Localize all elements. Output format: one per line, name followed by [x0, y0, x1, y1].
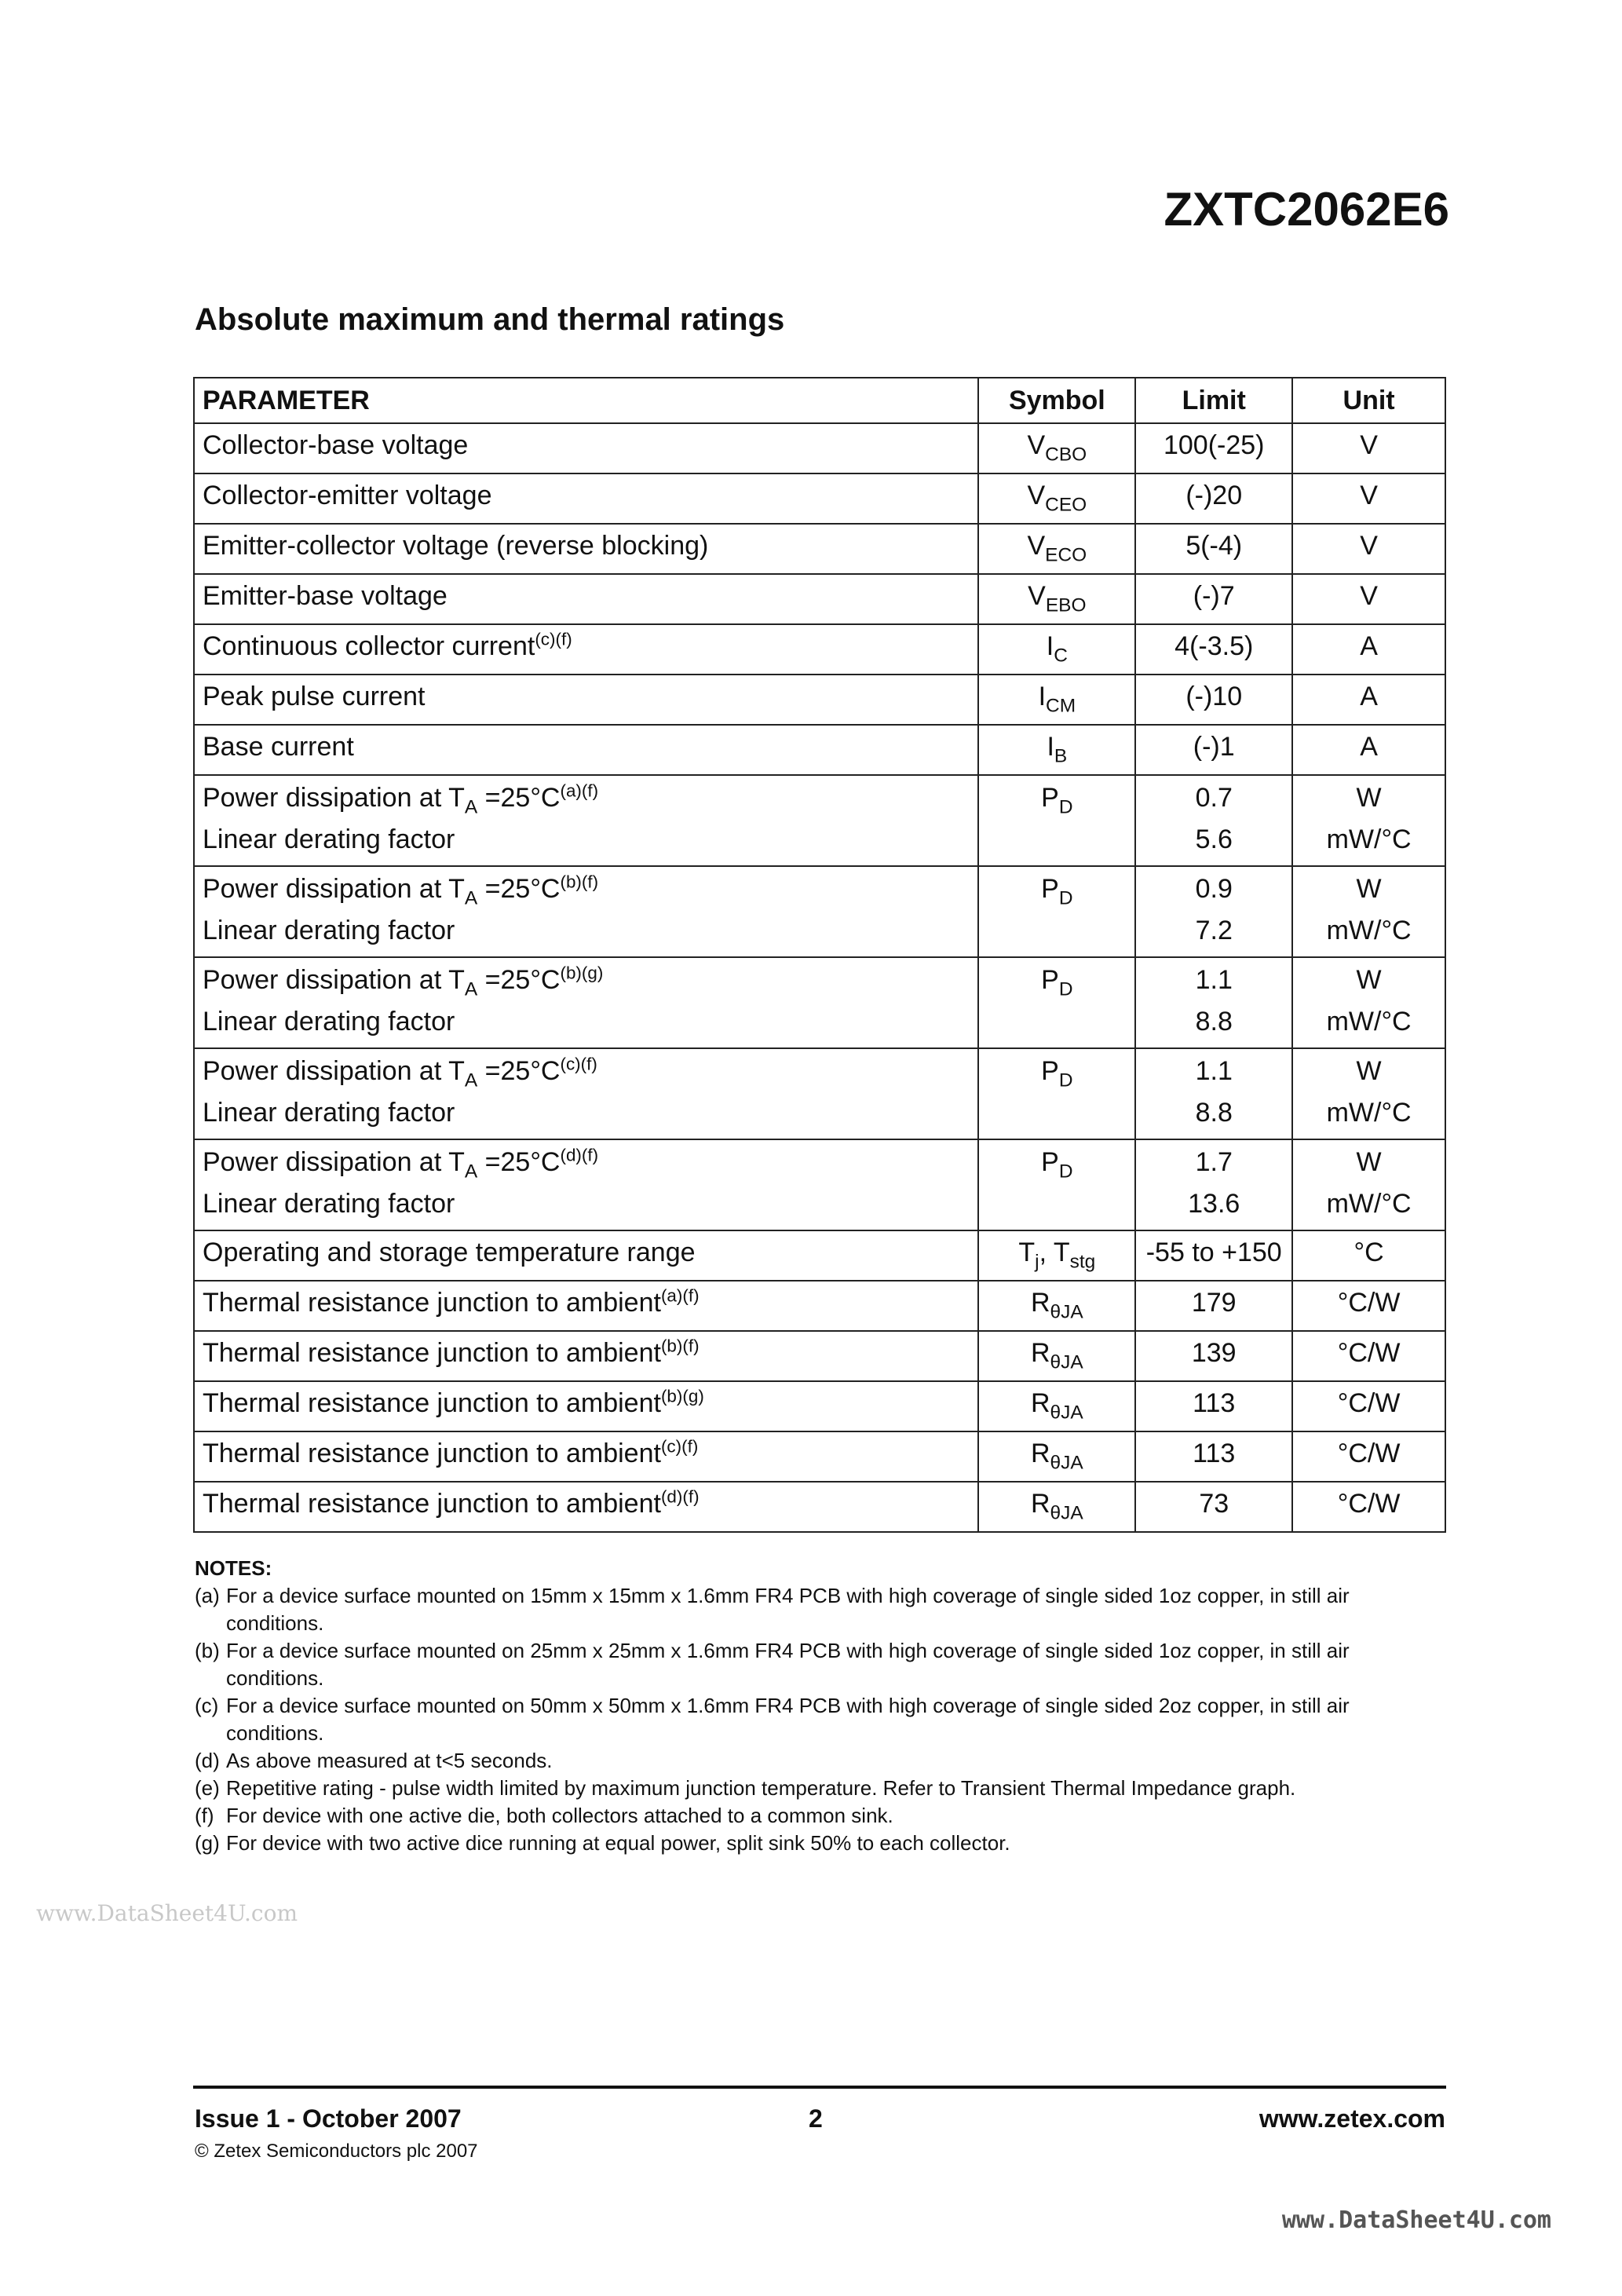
symbol-cell: $I_C$ — [978, 624, 1135, 675]
unit-cell: W mW/°C — [1292, 775, 1445, 866]
unit-cell: °C/W — [1292, 1281, 1445, 1331]
table-row — [194, 1139, 1445, 1230]
unit-cell: W mW/°C — [1292, 1048, 1445, 1139]
note-item: (e) Repetitive rating - pulse width limited by maximum junction temperature. Refer to Transient Thermal Impedance graph. — [195, 1776, 1296, 1800]
limit-cell: 73 — [1135, 1482, 1292, 1532]
limit-cell: (-)20 — [1135, 473, 1292, 524]
unit-cell: V — [1292, 473, 1445, 524]
notes-title: NOTES: — [195, 1556, 272, 1580]
symbol-cell: $P_D$ — [978, 1048, 1135, 1139]
symbol-cell: $P_D$ — [978, 1139, 1135, 1230]
parameter-cell: Power dissipation at $T_A =25^\circ C^{(b)(f)}$ Linear derating factor — [194, 866, 978, 957]
limit-cell: (-)7 — [1135, 574, 1292, 624]
unit-cell: °C — [1292, 1230, 1445, 1281]
unit-cell: W mW/°C — [1292, 957, 1445, 1048]
parameter-cell: Thermal resistance junction to ambient$^{(d)(f)}$ — [194, 1482, 978, 1532]
table-row — [194, 957, 1445, 1048]
parameter-cell: Thermal resistance junction to ambient$^{(a)(f)}$ — [194, 1281, 978, 1331]
table-row — [194, 1048, 1445, 1139]
limit-cell: 0.9 7.2 — [1135, 866, 1292, 957]
table-row — [194, 423, 1445, 473]
table-row — [194, 1331, 1445, 1381]
symbol-cell: $P_D$ — [978, 866, 1135, 957]
table-row — [194, 1482, 1445, 1532]
note-item: (d) As above measured at t<5 seconds. — [195, 1749, 553, 1772]
table-header-row — [194, 378, 1445, 423]
symbol-cell: $R_{\theta JA}$ — [978, 1331, 1135, 1381]
symbol-cell: $R_{\theta JA}$ — [978, 1281, 1135, 1331]
table-row — [194, 1381, 1445, 1431]
limit-cell: 5(-4) — [1135, 524, 1292, 574]
symbol-cell: $P_D$ — [978, 957, 1135, 1048]
note-item: (b) For a device surface mounted on 25mm x 25mm x 1.6mm FR4 PCB with high coverage of single sided 1oz copper, in still air conditions. — [195, 1639, 1350, 1690]
unit-cell: A — [1292, 725, 1445, 775]
unit-cell: W mW/°C — [1292, 1139, 1445, 1230]
parameter-cell: Power dissipation at $T_A =25^\circ C^{(a)(f)}$ Linear derating factor — [194, 775, 978, 866]
parameter-cell: Power dissipation at $T_A =25^\circ C^{(c)(f)}$ Linear derating factor — [194, 1048, 978, 1139]
table-row — [194, 725, 1445, 775]
parameter-cell: Collector-base voltage — [194, 423, 978, 473]
symbol-cell: $V_{ECO}$ — [978, 524, 1135, 574]
parameter-cell: Peak pulse current — [194, 675, 978, 725]
unit-cell: °C/W — [1292, 1381, 1445, 1431]
part-number: ZXTC2062E6 — [1164, 183, 1449, 236]
parameter-cell: Emitter-base voltage — [194, 574, 978, 624]
header-parameter: PARAMETER — [194, 378, 978, 423]
unit-cell: °C/W — [1292, 1431, 1445, 1482]
unit-cell: °C/W — [1292, 1331, 1445, 1381]
note-item: (g) For device with two active dice running at equal power, split sink 50% to each collector. — [195, 1831, 1010, 1855]
symbol-cell: $R_{\theta JA}$ — [978, 1431, 1135, 1482]
notes-section — [195, 1555, 1451, 1857]
table-row — [194, 473, 1445, 524]
parameter-cell: Thermal resistance junction to ambient$^{(b)(f)}$ — [194, 1331, 978, 1381]
parameter-cell: Power dissipation at $T_A =25^\circ C^{(d)(f)}$ Linear derating factor — [194, 1139, 978, 1230]
table-row — [194, 775, 1445, 866]
symbol-cell: $P_D$ — [978, 775, 1135, 866]
symbol-cell: $I_{CM}$ — [978, 675, 1135, 725]
footer-issue: Issue 1 - October 2007 — [195, 2104, 462, 2133]
table-row — [194, 1281, 1445, 1331]
footer-divider — [193, 2086, 1446, 2089]
parameter-cell: Continuous collector current$^{(c)(f)}$ — [194, 624, 978, 675]
symbol-cell: $R_{\theta JA}$ — [978, 1381, 1135, 1431]
limit-cell: 1.7 13.6 — [1135, 1139, 1292, 1230]
unit-cell: V — [1292, 423, 1445, 473]
symbol-cell: $I_B$ — [978, 725, 1135, 775]
limit-cell: 113 — [1135, 1431, 1292, 1482]
unit-cell: °C/W — [1292, 1482, 1445, 1532]
parameter-cell: Base current — [194, 725, 978, 775]
limit-cell: 100(-25) — [1135, 423, 1292, 473]
table-row — [194, 524, 1445, 574]
unit-cell: V — [1292, 524, 1445, 574]
symbol-cell: $T_j$, $T_{stg}$ — [978, 1230, 1135, 1281]
symbol-cell: $V_{CBO}$ — [978, 423, 1135, 473]
parameter-cell: Thermal resistance junction to ambient$^{(b)(g)}$ — [194, 1381, 978, 1431]
limit-cell: 113 — [1135, 1381, 1292, 1431]
parameter-cell: Power dissipation at $T_A =25^\circ C^{(b)(g)}$ Linear derating factor — [194, 957, 978, 1048]
symbol-cell: $V_{CEO}$ — [978, 473, 1135, 524]
ratings-table — [193, 377, 1446, 1533]
note-item: (f) For device with one active die, both collectors attached to a common sink. — [195, 1804, 893, 1827]
header-unit: Unit — [1292, 378, 1445, 423]
limit-cell: 1.1 8.8 — [1135, 957, 1292, 1048]
table-row — [194, 866, 1445, 957]
table-row — [194, 624, 1445, 675]
page-number: 2 — [809, 2104, 823, 2133]
table-row — [194, 1431, 1445, 1482]
limit-cell: 1.1 8.8 — [1135, 1048, 1292, 1139]
parameter-cell: Collector-emitter voltage — [194, 473, 978, 524]
header-symbol: Symbol — [978, 378, 1135, 423]
unit-cell: V — [1292, 574, 1445, 624]
note-item: (c) For a device surface mounted on 50mm x 50mm x 1.6mm FR4 PCB with high coverage of single sided 2oz copper, in still air conditions. — [195, 1694, 1350, 1745]
table-row — [194, 675, 1445, 725]
header-limit: Limit — [1135, 378, 1292, 423]
unit-cell: A — [1292, 675, 1445, 725]
section-title: Absolute maximum and thermal ratings — [195, 302, 785, 337]
footer-copyright: © Zetex Semiconductors plc 2007 — [195, 2141, 478, 2162]
footer-website-link[interactable]: www.zetex.com — [1259, 2104, 1445, 2133]
limit-cell: (-)10 — [1135, 675, 1292, 725]
limit-cell: 0.7 5.6 — [1135, 775, 1292, 866]
watermark-left: www.DataSheet4U.com — [36, 1900, 298, 1926]
limit-cell: 179 — [1135, 1281, 1292, 1331]
limit-cell: 139 — [1135, 1331, 1292, 1381]
table-row — [194, 1230, 1445, 1281]
table-row — [194, 574, 1445, 624]
unit-cell: W mW/°C — [1292, 866, 1445, 957]
limit-cell: 4(-3.5) — [1135, 624, 1292, 675]
unit-cell: A — [1292, 624, 1445, 675]
parameter-cell: Emitter-collector voltage (reverse blocking) — [194, 524, 978, 574]
parameter-cell: Thermal resistance junction to ambient$^{(c)(f)}$ — [194, 1431, 978, 1482]
watermark-right: www.DataSheet4U.com — [1281, 2206, 1551, 2234]
limit-cell: (-)1 — [1135, 725, 1292, 775]
note-item: (a) For a device surface mounted on 15mm x 15mm x 1.6mm FR4 PCB with high coverage of single sided 1oz copper, in still air conditions. — [195, 1584, 1350, 1635]
limit-cell: -55 to +150 — [1135, 1230, 1292, 1281]
symbol-cell: $R_{\theta JA}$ — [978, 1482, 1135, 1532]
symbol-cell: $V_{EBO}$ — [978, 574, 1135, 624]
parameter-cell: Operating and storage temperature range — [194, 1230, 978, 1281]
